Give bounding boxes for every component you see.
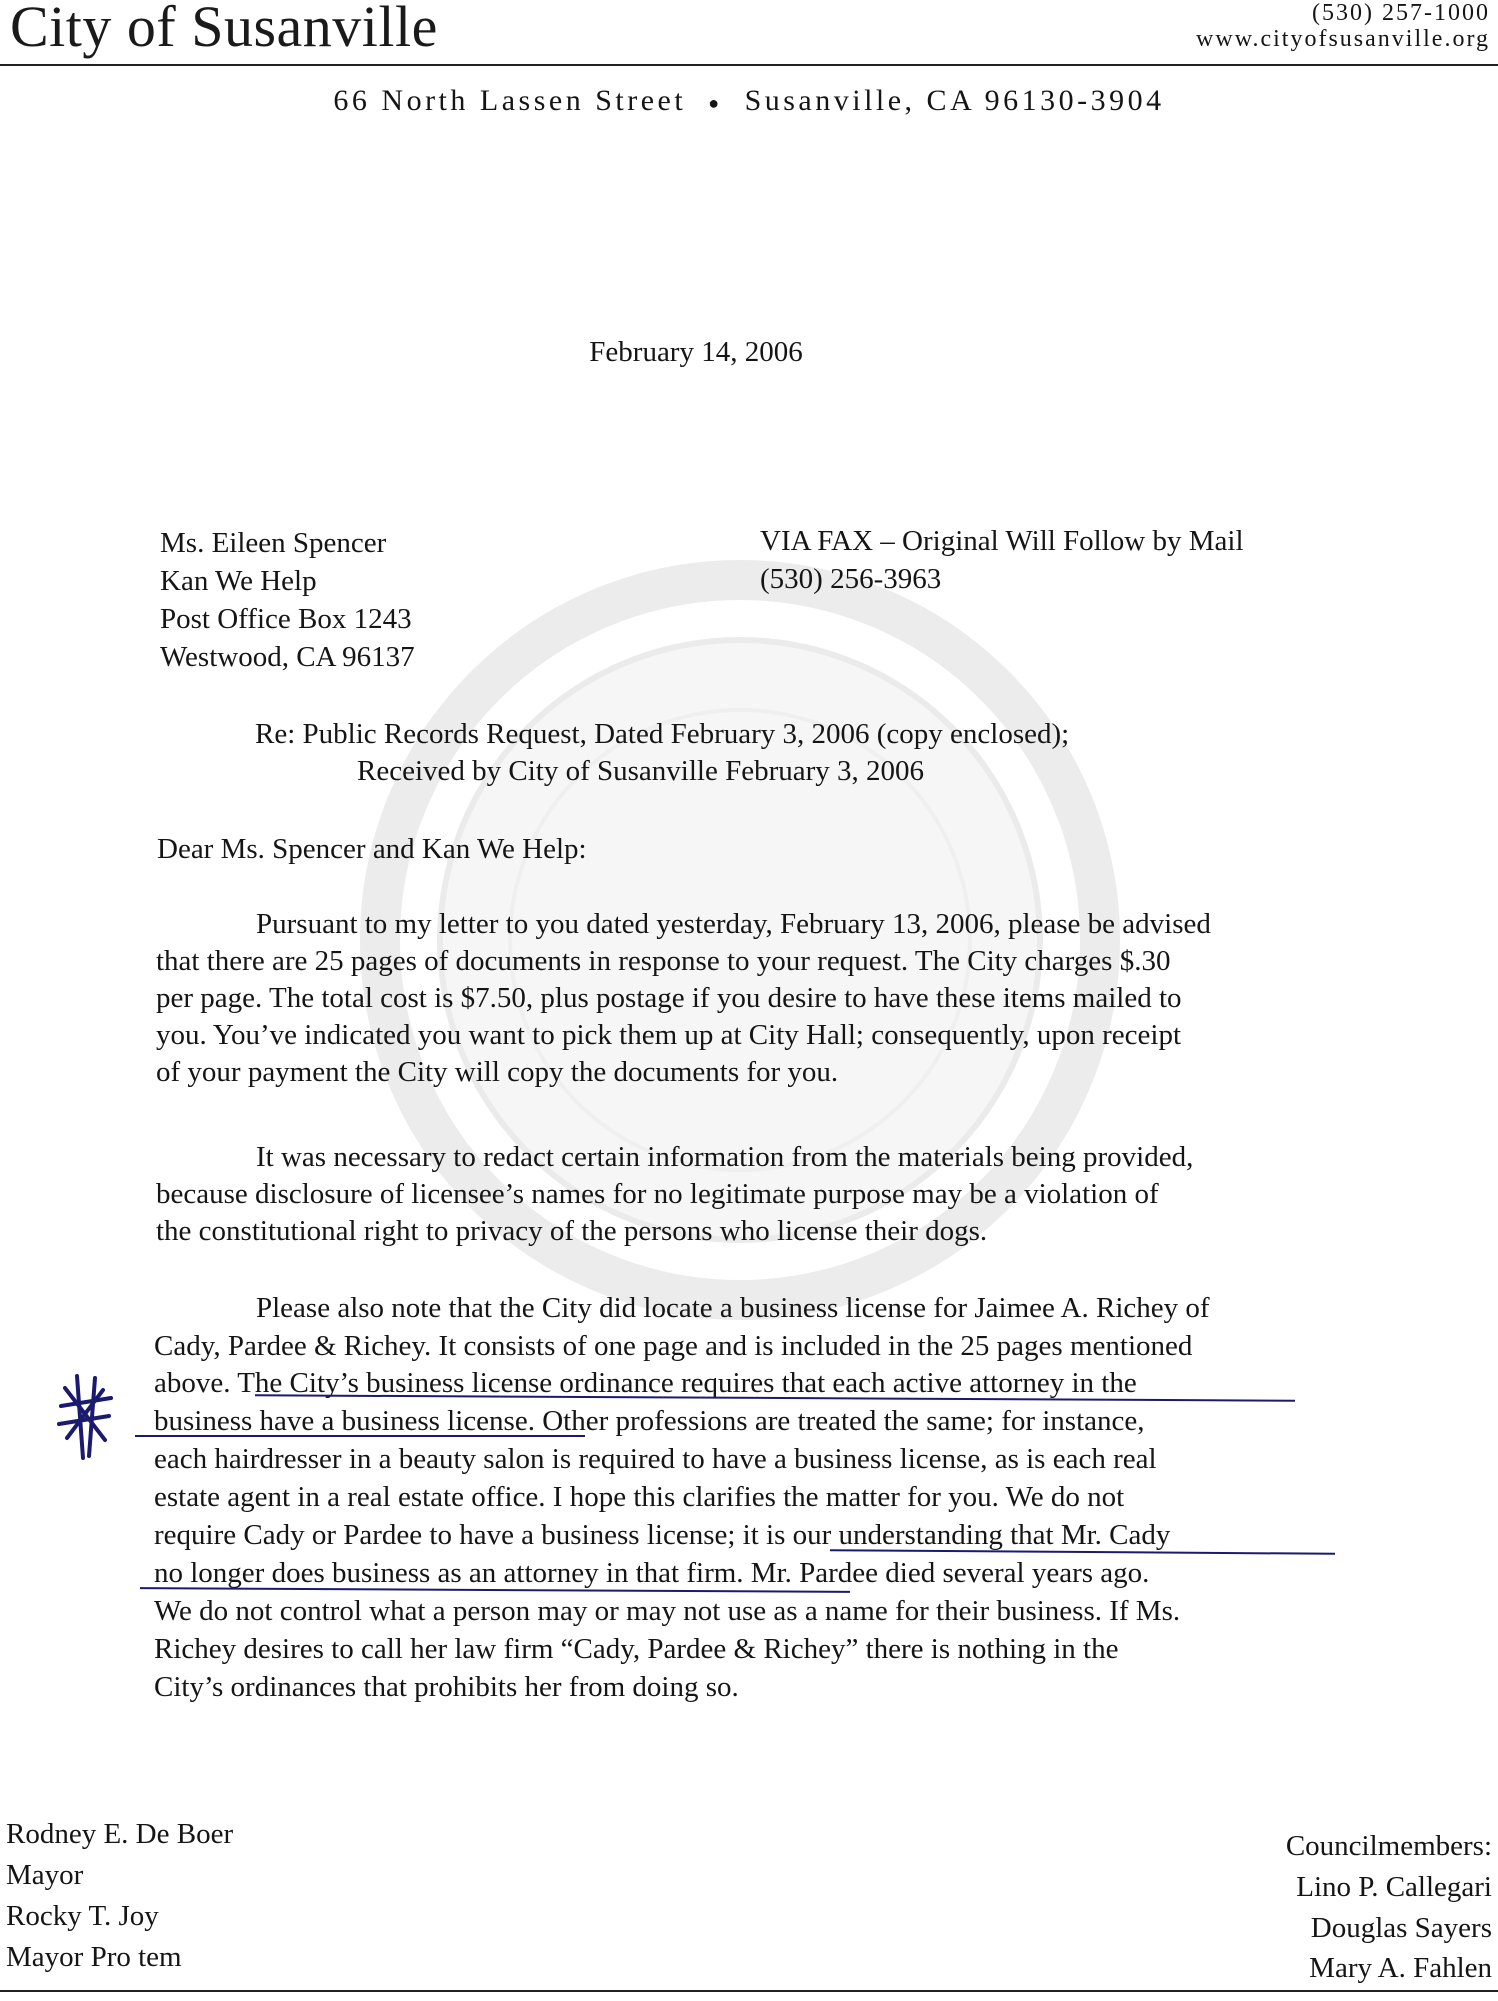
salutation: Dear Ms. Spencer and Kan We Help: [157,833,587,865]
paragraph-line: Please also note that the City did locate a business license for Jaimee A. Richey of [256,1292,1210,1324]
footer-council-heading: Councilmembers: [1285,1830,1492,1862]
handwritten-asterisk-icon [55,1368,115,1468]
paragraph-line: business have a business license. Other professions are treated the same; for instance, [154,1405,1145,1437]
paragraph-line: because disclosure of licensee’s names for no legitimate purpose may be a violation of [156,1178,1159,1210]
pen-underline [830,1549,1335,1555]
subject-line-2: Received by City of Susanville February 3, 2006 [357,755,925,787]
address-street: 66 North Lassen Street [333,84,687,117]
pen-underline [135,1435,585,1437]
letter-date: February 14, 2006 [589,336,803,368]
paragraph-line: City’s ordinances that prohibits her from doing so. [154,1671,739,1703]
paragraph-line: We do not control what a person may or may not use as a name for their business. If Ms. [154,1595,1181,1627]
subject-line-1: Re: Public Records Request, Dated February 3, 2006 (copy enclosed); [255,718,1070,750]
footer-councilmember: Lino P. Callegari [1296,1871,1492,1903]
letterhead-website: www.cityofsusanville.org [1196,26,1490,52]
footer-councilmember: Mary A. Fahlen [1309,1952,1492,1984]
recipient-name: Ms. Eileen Spencer [160,527,387,559]
delivery-fax-number: (530) 256-3963 [760,563,942,595]
footer-councilmember: Douglas Sayers [1310,1912,1492,1944]
footer-pro-tem-name: Rocky T. Joy [6,1900,159,1932]
paragraph-line: estate agent in a real estate office. I hope this clarifies the matter for you. We do not [154,1481,1125,1513]
paragraph-line: per page. The total cost is $7.50, plus postage if you desire to have these items mailed to [156,982,1182,1014]
footer-pro-tem-title: Mayor Pro tem [6,1941,182,1973]
letterhead-address [0,84,1498,118]
delivery-method: VIA FAX – Original Will Follow by Mail [760,525,1244,557]
footer-mayor-title: Mayor [6,1859,84,1891]
paragraph-line: each hairdresser in a beauty salon is required to have a business license, as is each real [154,1443,1157,1475]
letterhead-phone: (530) 257-1000 [1312,0,1490,26]
paragraph-line: the constitutional right to privacy of the persons who license their dogs. [156,1215,988,1247]
paragraph-line: require Cady or Pardee to have a business license; it is our understanding that Mr. Cady [154,1519,1171,1551]
footer-mayor-name: Rodney E. De Boer [6,1818,234,1850]
paragraph-line: above. The City’s business license ordinance requires that each active attorney in the [154,1367,1137,1399]
header-divider [0,64,1498,66]
recipient-org: Kan We Help [160,565,317,597]
recipient-city: Westwood, CA 96137 [160,641,415,673]
address-city: Susanville, CA 96130-3904 [744,84,1165,117]
paragraph-line: Cady, Pardee & Richey. It consists of one page and is included in the 25 pages mentioned [154,1330,1193,1362]
paragraph-line: you. You’ve indicated you want to pick them up at City Hall; consequently, upon receipt [156,1019,1182,1051]
letterhead-city-name: City of Susanville [10,0,438,59]
recipient-po-box: Post Office Box 1243 [160,603,412,635]
paragraph-line: of your payment the City will copy the documents for you. [156,1056,839,1088]
paragraph-line: that there are 25 pages of documents in response to your request. The City charges $.30 [156,945,1171,977]
paragraph-line: no longer does business as an attorney in that firm. Mr. Pardee died several years ago. [154,1557,1150,1589]
bullet-separator: ● [708,92,723,113]
footer-divider [0,1990,1498,1992]
paragraph-line: It was necessary to redact certain information from the materials being provided, [256,1141,1194,1173]
paragraph-line: Pursuant to my letter to you dated yesterday, February 13, 2006, please be advised [256,908,1211,940]
paragraph-line: Richey desires to call her law firm “Cady, Pardee & Richey” there is nothing in the [154,1633,1119,1665]
